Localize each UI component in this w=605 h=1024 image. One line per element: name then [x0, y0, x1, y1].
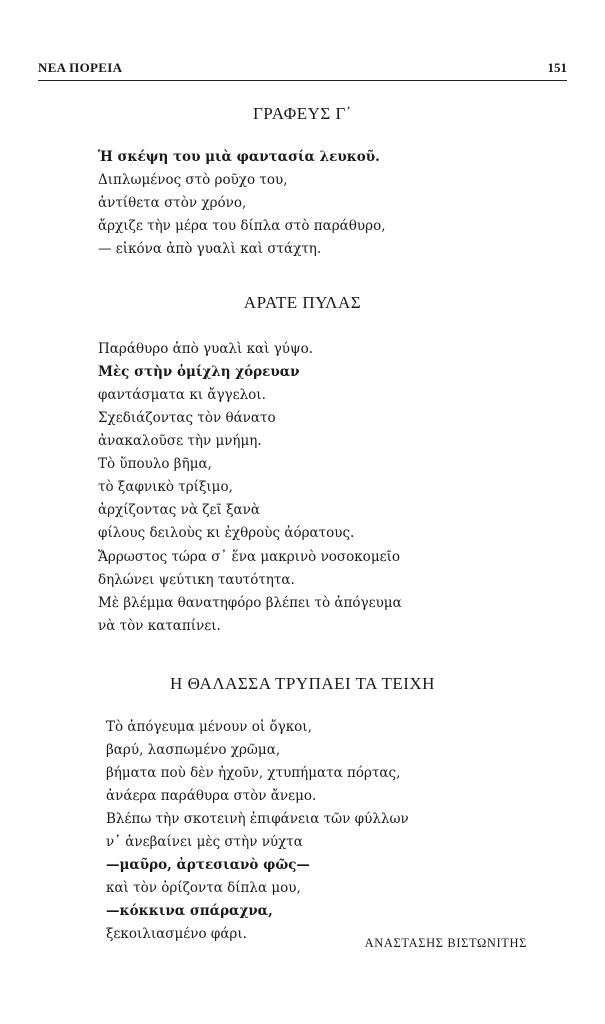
- poem-line: βαρύ, λασπωμένο χρῶμα,: [106, 742, 281, 758]
- poem-line: ξεκοιλιασμένο φάρι.: [106, 926, 247, 942]
- poem-line: Διπλωμένος στὸ ροῦχο του,: [98, 172, 288, 188]
- author-signature: ΑΝΑΣΤΑΣΗΣ ΒΙΣΤΩΝΙΤΗΣ: [364, 936, 527, 950]
- poem-line: ἀνάερα παράθυρα στὸν ἄνεμο.: [106, 788, 317, 804]
- poem-line: Σχεδιάζοντας τὸν θάνατο: [98, 410, 276, 426]
- running-header: [38, 58, 567, 81]
- poem-line: — εἰκόνα ἀπὸ γυαλὶ καὶ στάχτη.: [98, 241, 322, 257]
- poem-line: καὶ τὸν ὁρίζοντα δίπλα μου,: [106, 880, 301, 896]
- poem-title: ΓΡΑΦΕΥΣ Γ΄: [252, 104, 353, 123]
- poem-line: Μὲ βλέμμα θανατηφόρο βλέπει τὸ ἀπόγευμα: [98, 595, 402, 611]
- poem-line: —κόκκινα σπάραχνα,: [106, 903, 273, 919]
- poem-line: δηλώνει ψεύτικη ταυτότητα.: [98, 572, 295, 588]
- poem-line: Ἄρρωστος τώρα σ᾽ ἕνα μακρινὸ νοσοκομεῖο: [98, 549, 401, 565]
- poem-stanza: [98, 338, 354, 545]
- poem-stanza: [98, 146, 385, 261]
- poem-line: ἀρχίζοντας νὰ ζεῖ ξανὰ: [98, 502, 260, 518]
- poem-line: Βλέπω τὴν σκοτεινὴ ἐπιφάνεια τῶν φύλλων: [106, 811, 409, 827]
- poem-line: Ἡ σκέψη του μιὰ φαντασία λευκοῦ.: [98, 149, 380, 165]
- poem-line: Μὲς στὴν ὁμίχλη χόρευαν: [98, 364, 300, 380]
- poem-line: φαντάσματα κι ἄγγελοι.: [98, 387, 266, 403]
- page-number: 151: [547, 60, 567, 75]
- poem-line: βήματα ποὺ δὲν ἠχοῦν, χτυπήματα πόρτας,: [106, 765, 401, 781]
- poem-title: Η ΘΑΛΑΣΣΑ ΤΡΥΠΑΕΙ ΤΑ ΤΕΙΧΗ: [170, 674, 435, 693]
- poem-line: ν᾽ ἀνεβαίνει μὲς στὴν νύχτα: [106, 834, 303, 850]
- poem-line: ἄρχιζε τὴν μέρα του δίπλα στὸ παράθυρο,: [98, 218, 386, 234]
- journal-title: ΝΕΑ ΠΟΡΕΙΑ: [38, 60, 123, 75]
- poem-line: Τὸ ὕπουλο βῆμα,: [98, 456, 212, 472]
- poem-line: Τὸ ἀπόγευμα μένουν οἱ ὄγκοι,: [106, 719, 312, 735]
- poem-line: φίλους δειλοὺς κι ἐχθροὺς ἀόρατους.: [98, 525, 355, 541]
- poem-line: ἀντίθετα στὸν χρόνο,: [98, 195, 247, 211]
- poem-line: ἀνακαλοῦσε τὴν μνήμη.: [98, 433, 262, 449]
- poem-stanza: [98, 546, 402, 638]
- poem-title: ΑΡΑΤΕ ΠΥΛΑΣ: [243, 293, 362, 312]
- poem-line: νὰ τὸν καταπίνει.: [98, 618, 221, 634]
- poem-stanza: [106, 716, 409, 946]
- poem-line: —μαῦρο, ἀρτεσιανὸ φῶς—: [106, 857, 310, 873]
- poem-line: τὸ ξαφνικὸ τρίξιμο,: [98, 479, 233, 495]
- poem-line: Παράθυρο ἀπὸ γυαλὶ καὶ γύψο.: [98, 341, 313, 357]
